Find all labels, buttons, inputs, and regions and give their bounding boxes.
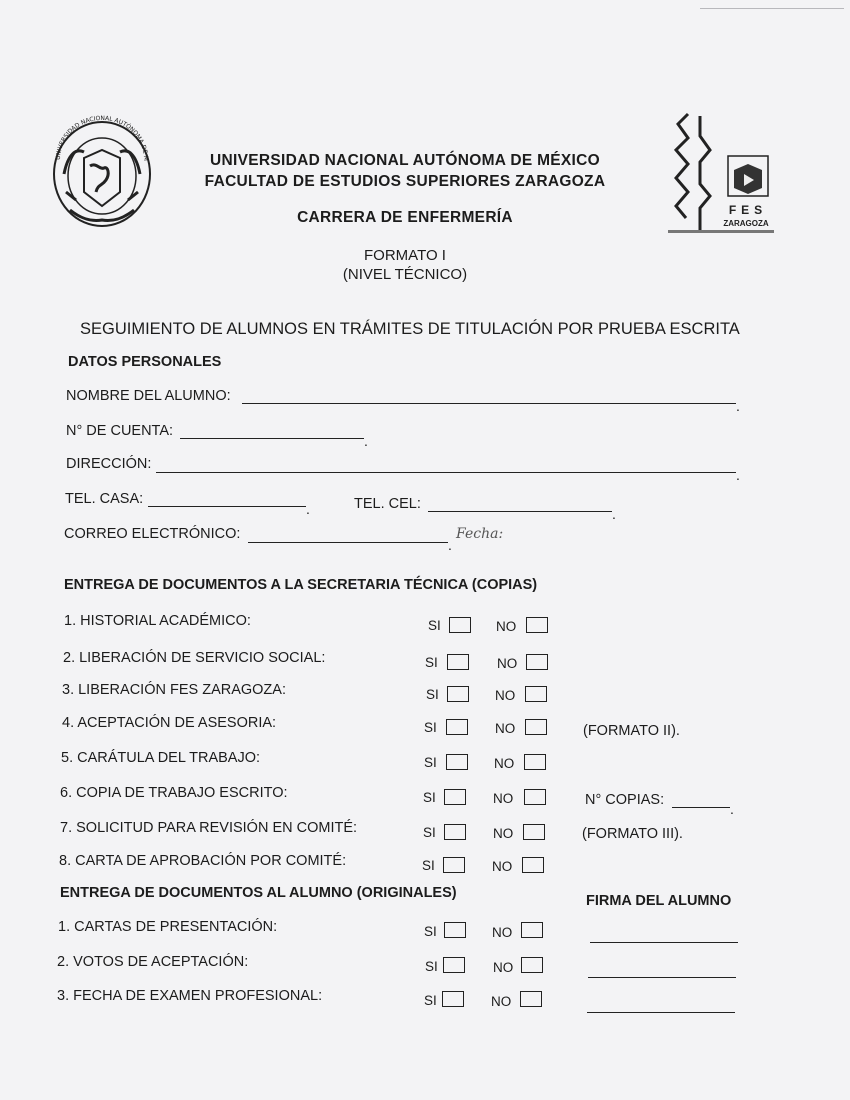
no-checkbox[interactable] <box>524 754 546 770</box>
cell-phone-field[interactable] <box>428 511 612 512</box>
unam-seal-logo <box>50 114 154 230</box>
fes-zaragoza-logo <box>668 110 778 238</box>
yes-label: SI <box>425 655 438 670</box>
yes-label: SI <box>425 959 438 974</box>
fes-logo-sub: ZARAGOZA <box>723 219 769 228</box>
home-phone-field[interactable] <box>148 506 306 507</box>
faculty-title: FACULTAD DE ESTUDIOS SUPERIORES ZARAGOZA <box>204 173 606 190</box>
yes-label: SI <box>424 755 437 770</box>
career-title: CARRERA DE ENFERMERÍA <box>297 209 513 226</box>
secretaria-item-label: 6. COPIA DE TRABAJO ESCRITO: <box>60 785 288 801</box>
secretaria-item-label: 3. LIBERACIÓN FES ZARAGOZA: <box>62 682 286 698</box>
yes-checkbox[interactable] <box>443 857 465 873</box>
university-title: UNIVERSIDAD NACIONAL AUTÓNOMA DE MÉXICO <box>209 152 601 169</box>
account-field[interactable] <box>180 438 364 439</box>
signature-field[interactable] <box>590 942 738 943</box>
yes-label: SI <box>424 924 437 939</box>
yes-checkbox[interactable] <box>447 686 469 702</box>
no-checkbox[interactable] <box>523 824 545 840</box>
format-level: (NIVEL TÉCNICO) <box>342 266 468 283</box>
yes-label: SI <box>426 687 439 702</box>
name-label: NOMBRE DEL ALUMNO: <box>66 388 231 404</box>
no-checkbox[interactable] <box>526 617 548 633</box>
no-label: NO <box>496 619 517 634</box>
yes-label: SI <box>423 825 436 840</box>
yes-checkbox[interactable] <box>446 754 468 770</box>
no-checkbox[interactable] <box>524 789 546 805</box>
no-label: NO <box>491 994 512 1009</box>
fes-logo-text: FES <box>728 203 768 217</box>
format-title: FORMATO I <box>364 247 446 264</box>
yes-checkbox[interactable] <box>444 922 466 938</box>
secretaria-item-note: N° COPIAS: <box>585 792 665 808</box>
home-phone-label: TEL. CASA: <box>65 491 144 507</box>
unam-seal-text: UNIVERSIDAD NACIONAL AUTÓNOMA DE M <box>54 114 150 162</box>
yes-checkbox[interactable] <box>449 617 471 633</box>
email-label: CORREO ELECTRÓNICO: <box>64 526 241 542</box>
account-label: N° DE CUENTA: <box>66 423 174 439</box>
address-label: DIRECCIÓN: <box>66 456 152 472</box>
secretaria-item-label: 2. LIBERACIÓN DE SERVICIO SOCIAL: <box>63 650 326 666</box>
no-label: NO <box>492 925 513 940</box>
name-field[interactable] <box>242 403 736 404</box>
yes-checkbox[interactable] <box>446 719 468 735</box>
signature-field[interactable] <box>587 1012 735 1013</box>
yes-label: SI <box>423 790 436 805</box>
alumno-item-label: 1. CARTAS DE PRESENTACIÓN: <box>58 919 278 935</box>
no-checkbox[interactable] <box>525 686 547 702</box>
secretaria-item-note: (FORMATO II). <box>583 723 680 739</box>
scan-edge-line <box>700 8 844 9</box>
signature-heading: FIRMA DEL ALUMNO <box>586 893 732 909</box>
secretaria-heading: ENTREGA DE DOCUMENTOS A LA SECRETARIA TÉCNICA (COPIAS) <box>64 577 538 593</box>
copies-count-field[interactable] <box>672 807 730 808</box>
alumno-item-label: 2. VOTOS DE ACEPTACIÓN: <box>57 954 249 970</box>
cell-phone-label: TEL. CEL: <box>354 496 421 512</box>
no-label: NO <box>494 756 515 771</box>
yes-checkbox[interactable] <box>444 789 466 805</box>
secretaria-item-label: 1. HISTORIAL ACADÉMICO: <box>64 613 251 629</box>
no-label: NO <box>493 791 514 806</box>
yes-label: SI <box>424 720 437 735</box>
secretaria-item-label: 5. CARÁTULA DEL TRABAJO: <box>61 750 261 766</box>
yes-label: SI <box>424 993 437 1008</box>
personal-data-heading: DATOS PERSONALES <box>68 354 222 370</box>
no-label: NO <box>497 656 518 671</box>
email-field[interactable] <box>248 542 448 543</box>
unam-seal-icon <box>50 114 154 230</box>
no-label: NO <box>493 826 514 841</box>
no-checkbox[interactable] <box>521 957 543 973</box>
no-label: NO <box>495 688 516 703</box>
address-field[interactable] <box>156 472 736 473</box>
signature-field[interactable] <box>588 977 736 978</box>
yes-label: SI <box>422 858 435 873</box>
yes-checkbox[interactable] <box>443 957 465 973</box>
alumno-heading: ENTREGA DE DOCUMENTOS AL ALUMNO (ORIGINALES) <box>60 885 457 901</box>
secretaria-item-label: 4. ACEPTACIÓN DE ASESORIA: <box>62 715 277 731</box>
no-checkbox[interactable] <box>521 922 543 938</box>
secretaria-item-label: 7. SOLICITUD PARA REVISIÓN EN COMITÉ: <box>60 820 358 836</box>
yes-checkbox[interactable] <box>442 991 464 1007</box>
form-title: SEGUIMIENTO DE ALUMNOS EN TRÁMITES DE TITULACIÓN POR PRUEBA ESCRITA <box>80 320 740 338</box>
handwritten-date-note: Fecha: <box>456 526 504 542</box>
fes-bracket-icon <box>668 110 778 238</box>
copies-dot: . <box>730 801 734 817</box>
no-label: NO <box>495 721 516 736</box>
no-checkbox[interactable] <box>522 857 544 873</box>
yes-checkbox[interactable] <box>444 824 466 840</box>
secretaria-item-note: (FORMATO III). <box>582 826 683 842</box>
no-checkbox[interactable] <box>525 719 547 735</box>
no-label: NO <box>493 960 514 975</box>
no-label: NO <box>492 859 513 874</box>
yes-label: SI <box>428 618 441 633</box>
secretaria-item-label: 8. CARTA DE APROBACIÓN POR COMITÉ: <box>59 853 347 869</box>
form-page: UNIVERSIDAD NACIONAL AUTÓNOMA DE M FES ZARAGOZA UNIVERSIDAD NACIONAL AUTÓNOMA DE MÉXICO FACULTAD DE ESTUDIOS SUPERIORES ZARAGOZA CARRERA DE ENFERMERÍA FORMATO I (NIVEL TÉCNICO) SEGUIMIENTO DE ALUMNOS EN TRÁMITES DE TITULACIÓN POR PRUEBA ESCRITA DATOS PERSONALES NOMBRE DEL ALUMNO: . N° DE CUENTA: . DIRECCIÓN: . TEL. CASA: . TEL. CEL: . CORREO ELECTRÓNICO: . Fecha: ENTREGA DE DOCUMENTOS A LA SECRETARIA TÉCNICA (COPIAS) 1. HISTORIAL ACADÉMICO: SI NO 2. LIBERACIÓN DE SERVICIO SOCIAL: SI NO 3. LIBERACIÓN FES ZARAGOZA: SI NO 4. ACEPTACIÓN DE ASESORIA: SI NO (FORMATO II). 5. CARÁTULA DEL TRABAJO: SI NO 6. COPIA DE TRABAJO ESCRITO: SI NO N° COPIAS: . 7. SOLICITUD PARA REVISIÓN EN COMITÉ: SI NO (FORMATO III). 8. CARTA DE APROBACIÓN POR COMITÉ: SI NO ENTREGA DE DOCUMENTOS AL ALUMNO (ORIGINALES) FIRMA DEL ALUMNO 1. CARTAS DE PRESENTACIÓN: SI NO 2. VOTOS DE ACEPTACIÓN: SI NO 3. FECHA DE EXAMEN PROFESIONAL: SI NO <box>0 0 850 1100</box>
no-checkbox[interactable] <box>526 654 548 670</box>
yes-checkbox[interactable] <box>447 654 469 670</box>
no-checkbox[interactable] <box>520 991 542 1007</box>
alumno-item-label: 3. FECHA DE EXAMEN PROFESIONAL: <box>57 988 323 1004</box>
